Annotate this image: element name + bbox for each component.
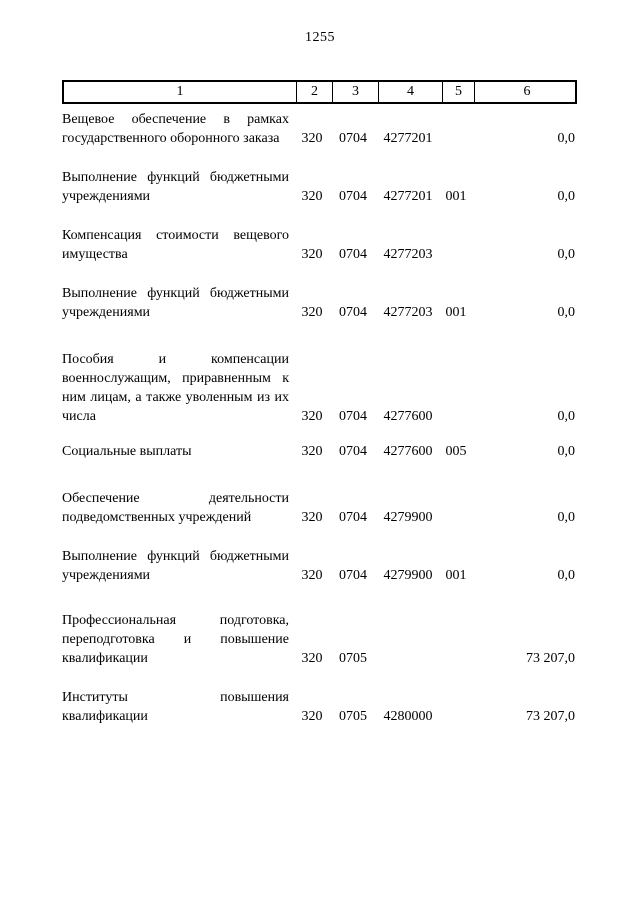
cell-col2: 320 <box>301 444 323 459</box>
cell-col4: 4277201 <box>383 189 433 204</box>
row-description: Вещевое обеспечение в рамках государственного оборонного заказа <box>62 112 289 146</box>
cell-amount: 0,0 <box>557 409 575 424</box>
cell-col4: 4277201 <box>383 131 433 146</box>
cell-col5: 001 <box>445 189 467 204</box>
page-number: 1255 <box>305 30 335 45</box>
row-description: Компенсация стоимости вещевого имущества <box>62 228 289 262</box>
cell-col3: 0704 <box>339 305 367 320</box>
cell-col2: 320 <box>301 247 323 262</box>
table-row <box>62 226 577 264</box>
column-header-3: 3 <box>332 82 378 102</box>
cell-col4: 4277600 <box>383 444 433 459</box>
column-header-6: 6 <box>474 82 579 102</box>
cell-col4: 4279900 <box>383 568 433 583</box>
cell-amount: 0,0 <box>557 510 575 525</box>
cell-col2: 320 <box>301 651 323 666</box>
cell-col2: 320 <box>301 131 323 146</box>
cell-col3: 0704 <box>339 568 367 583</box>
column-header-4: 4 <box>378 82 442 102</box>
cell-col4: 4277600 <box>383 409 433 424</box>
column-header-1: 1 <box>176 84 184 99</box>
cell-amount: 0,0 <box>557 305 575 320</box>
column-header-2: 2 <box>296 82 332 102</box>
cell-col2: 320 <box>301 305 323 320</box>
cell-col3: 0704 <box>339 131 367 146</box>
cell-col3: 0704 <box>339 409 367 424</box>
cell-col4: 4277203 <box>383 305 433 320</box>
cell-col3: 0704 <box>339 510 367 525</box>
cell-col2: 320 <box>301 409 323 424</box>
cell-col2: 320 <box>301 709 323 724</box>
cell-col3: 0705 <box>339 651 367 666</box>
cell-amount: 73 207,0 <box>526 709 575 724</box>
row-description: Пособия и компенсации военнослужащим, приравненным к ним лицам, а также уволенным из их числа <box>62 352 289 424</box>
row-description: Институты повышения квалификации <box>62 690 289 724</box>
cell-col5: 001 <box>445 305 467 320</box>
cell-amount: 0,0 <box>557 247 575 262</box>
table-row <box>62 611 577 668</box>
table-row <box>62 110 577 148</box>
row-description: Выполнение функций бюджетными учреждениями <box>62 286 289 320</box>
row-description: Профессиональная подготовка, переподготовка и повышение квалификации <box>62 613 289 666</box>
cell-col3: 0704 <box>339 247 367 262</box>
cell-col3: 0705 <box>339 709 367 724</box>
cell-col4: 4280000 <box>383 709 433 724</box>
row-description: Выполнение функций бюджетными учреждениями <box>62 549 289 583</box>
table-row <box>62 284 577 322</box>
budget-table <box>62 80 577 726</box>
table-row <box>62 350 577 426</box>
row-description: Обеспечение деятельности подведомственных учреждений <box>62 491 289 525</box>
row-description: Социальные выплаты <box>62 444 192 459</box>
cell-amount: 0,0 <box>557 131 575 146</box>
cell-col5: 005 <box>445 444 467 459</box>
table-row <box>62 547 577 585</box>
cell-amount: 0,0 <box>557 189 575 204</box>
cell-col2: 320 <box>301 510 323 525</box>
cell-amount: 0,0 <box>557 444 575 459</box>
row-description: Выполнение функций бюджетными учреждениями <box>62 170 289 204</box>
cell-col3: 0704 <box>339 189 367 204</box>
cell-col4: 4277203 <box>383 247 433 262</box>
cell-col5: 001 <box>445 568 467 583</box>
cell-col2: 320 <box>301 568 323 583</box>
cell-col3: 0704 <box>339 444 367 459</box>
cell-amount: 0,0 <box>557 568 575 583</box>
table-row <box>62 688 577 726</box>
table-row <box>62 168 577 206</box>
table-row <box>62 442 577 461</box>
cell-col4: 4279900 <box>383 510 433 525</box>
table-row <box>62 489 577 527</box>
cell-amount: 73 207,0 <box>526 651 575 666</box>
cell-col2: 320 <box>301 189 323 204</box>
column-header-5: 5 <box>442 82 474 102</box>
table-header-row <box>62 80 577 104</box>
